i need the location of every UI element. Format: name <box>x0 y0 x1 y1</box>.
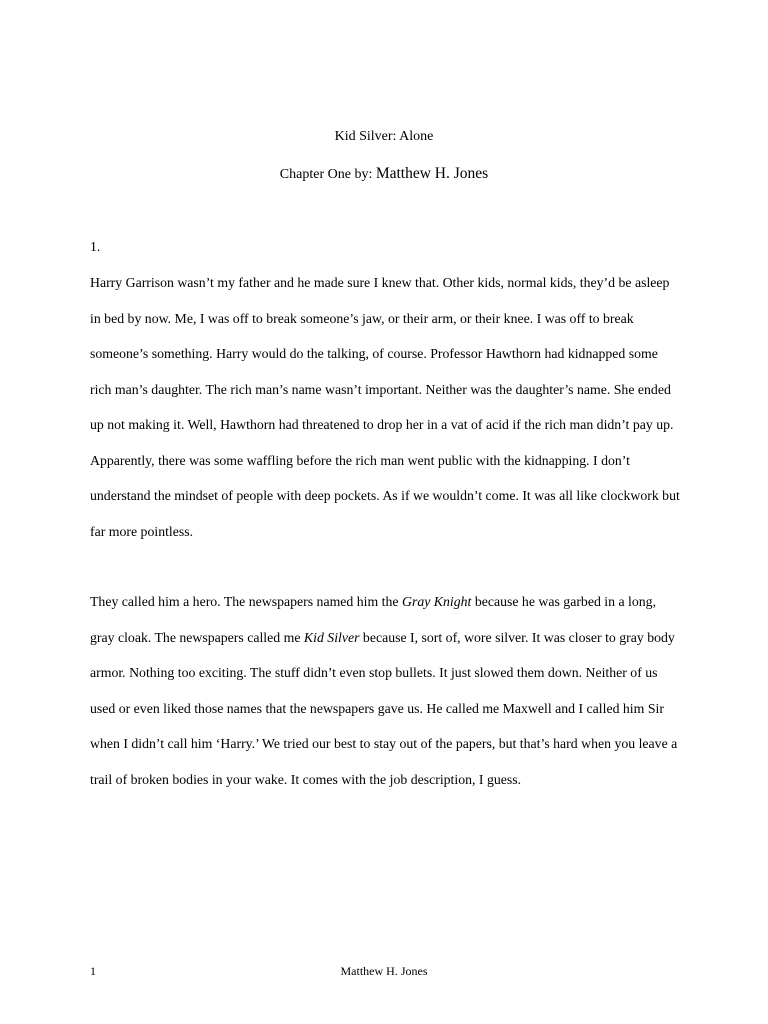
paragraph-2-segment-2: because he was garbed in a long, gray cloak. The newspapers called me <box>90 594 657 645</box>
paragraph-2 <box>90 584 682 797</box>
paragraph-2-segment-1: They called him a hero. The newspapers named him the <box>90 594 402 609</box>
footer-author: Matthew H. Jones <box>340 964 428 978</box>
document-title: Kid Silver: Alone <box>334 129 434 144</box>
chapter-byline <box>0 165 768 184</box>
kid-silver-italic: Kid Silver <box>303 629 360 645</box>
page-footer <box>0 962 768 980</box>
byline-author: Matthew H. Jones <box>375 165 489 182</box>
paragraph-1: Harry Garrison wasn’t my father and he made sure I knew that. Other kids, normal kids, they’d be asleep in bed by now. Me, I was off to break someone’s jaw, or their arm, or their knee. I was off to break someone’s something. Harry would do the talking, of course. Professor Hawthorn had kidnapped some rich man’s daughter. The rich man’s name wasn’t important. Neither was the daughter’s name. She ended up not making it. Well, Hawthorn had threatened to drop her in a vat of acid if the rich man didn’t pay up. Apparently, there was some waffling before the rich man went public with the kidnapping. I don’t understand the mindset of people with deep pockets. As if we wouldn’t come. It was all like clockwork but far more pointless. <box>90 275 680 539</box>
chapter-label: Chapter One by: <box>279 167 376 182</box>
paragraph-2-segment-3: because I, sort of, wore silver. It was closer to gray body armor. Nothing too exciting. The stuff didn’t even stop bullets. It just slowed them down. Neither of us used or even liked those names that the newspapers gave us. He called me Maxwell and I called him Sir when I didn’t call him ‘Harry.’ We tried our best to stay out of the papers, but that’s hard when you leave a trail of broken bodies in your wake. It comes with the job description, I guess. <box>90 629 678 787</box>
section-number: 1. <box>90 239 101 254</box>
gray-knight-italic: Gray Knight <box>402 594 472 609</box>
footer-page-number: 1 <box>90 964 96 978</box>
